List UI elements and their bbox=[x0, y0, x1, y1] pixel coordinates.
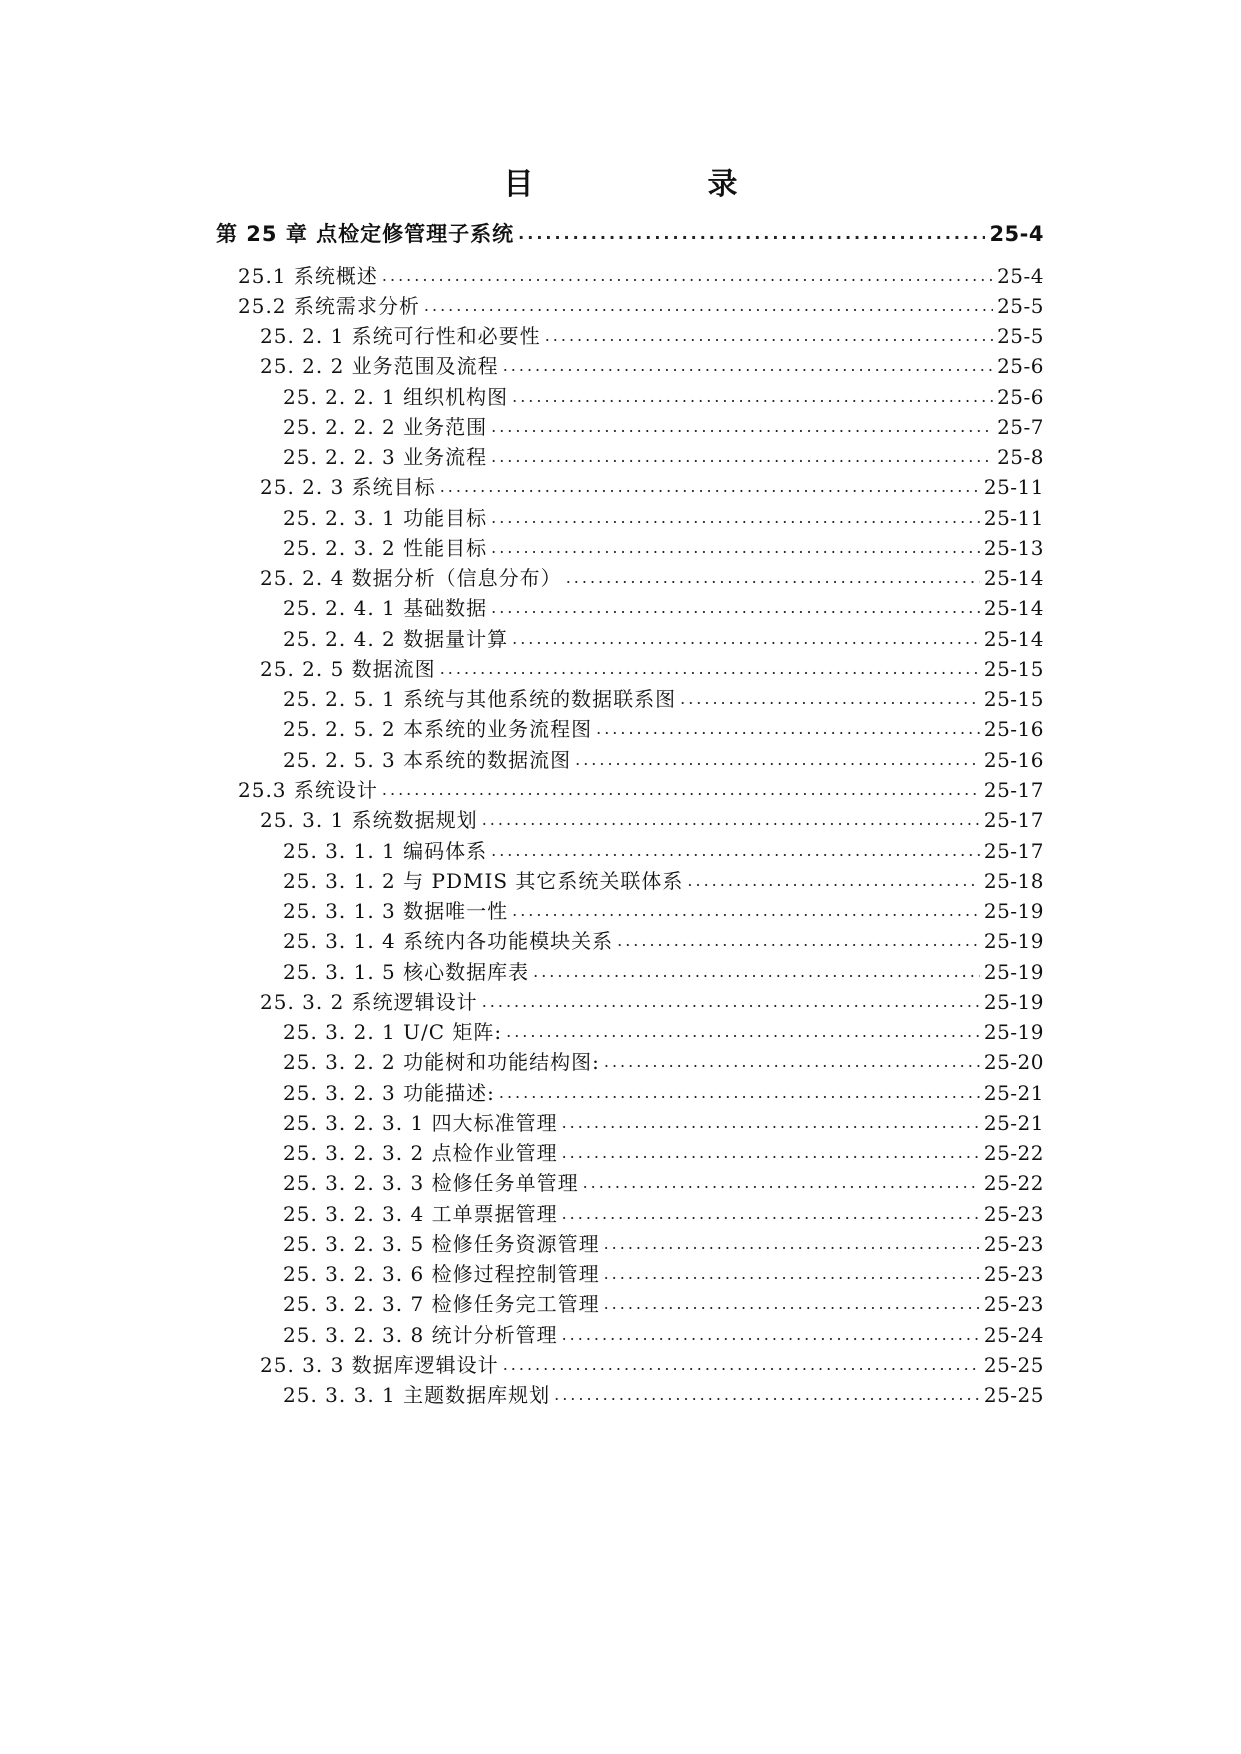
toc-entry-label: 第 25 章 点检定修管理子系统 bbox=[216, 222, 515, 246]
toc-entry-page: 25-25 bbox=[983, 1383, 1044, 1407]
toc-entry-label: 25. 2. 2. 1 组织机构图 bbox=[283, 385, 509, 409]
toc-entry-label: 25.1 系统概述 bbox=[238, 264, 378, 288]
toc-entry[interactable] bbox=[283, 927, 1044, 955]
toc-entry-label: 25. 3. 1. 2 与 PDMIS 其它系统关联体系 bbox=[283, 869, 684, 893]
toc-dot-leader bbox=[604, 1294, 980, 1314]
toc-entry[interactable] bbox=[283, 1321, 1044, 1349]
toc-dot-leader bbox=[424, 296, 993, 316]
toc-entry[interactable] bbox=[283, 867, 1044, 895]
toc-entry[interactable] bbox=[283, 1079, 1044, 1107]
toc-dot-leader bbox=[562, 1325, 980, 1345]
toc-entry-page: 25-5 bbox=[997, 294, 1044, 318]
toc-entry[interactable] bbox=[260, 806, 1044, 834]
toc-entry-page: 25-23 bbox=[983, 1232, 1044, 1256]
toc-entry-page: 25-14 bbox=[983, 596, 1044, 620]
toc-entry[interactable] bbox=[283, 625, 1044, 653]
toc-entry[interactable] bbox=[283, 958, 1044, 986]
toc-entry-label: 25.2 系统需求分析 bbox=[238, 294, 420, 318]
toc-dot-leader bbox=[680, 689, 980, 709]
toc-entry-page: 25-24 bbox=[983, 1323, 1044, 1347]
toc-dot-leader bbox=[503, 356, 993, 376]
toc-entry-page: 25-11 bbox=[983, 475, 1044, 499]
toc-entry-label: 25. 2. 1 系统可行性和必要性 bbox=[260, 324, 541, 348]
toc-entry[interactable] bbox=[283, 594, 1044, 622]
toc-entry-page: 25-15 bbox=[983, 657, 1044, 681]
toc-entry-page: 25-19 bbox=[983, 1020, 1044, 1044]
toc-dot-leader bbox=[604, 1264, 980, 1284]
toc-entry-label: 25. 3. 2. 3. 6 检修过程控制管理 bbox=[283, 1262, 600, 1286]
toc-entry-page: 25-19 bbox=[983, 960, 1044, 984]
toc-dot-leader bbox=[562, 1143, 980, 1163]
toc-entry-page: 25-4 bbox=[997, 264, 1044, 288]
toc-dot-leader bbox=[440, 659, 980, 679]
toc-entry[interactable] bbox=[283, 1200, 1044, 1228]
toc-dot-leader bbox=[440, 477, 980, 497]
toc-entry[interactable] bbox=[283, 504, 1044, 532]
toc-entry[interactable] bbox=[238, 776, 1044, 804]
toc-entry-page: 25-6 bbox=[997, 385, 1044, 409]
toc-entry-label: 25. 3. 1. 3 数据唯一性 bbox=[283, 899, 509, 923]
toc-entry-page: 25-19 bbox=[983, 899, 1044, 923]
toc-entry-page: 25-11 bbox=[983, 506, 1044, 530]
toc-entry-page: 25-7 bbox=[997, 415, 1044, 439]
toc-dot-leader bbox=[604, 1234, 980, 1254]
toc-entry-label: 25. 3. 1 系统数据规划 bbox=[260, 808, 478, 832]
toc-entry[interactable] bbox=[283, 383, 1044, 411]
toc-entry-label: 25. 2. 4. 2 数据量计算 bbox=[283, 627, 509, 651]
toc-entry[interactable] bbox=[283, 1048, 1044, 1076]
toc-entry[interactable] bbox=[283, 837, 1044, 865]
toc-entry[interactable] bbox=[283, 715, 1044, 743]
toc-dot-leader bbox=[491, 447, 993, 467]
toc-dot-leader bbox=[545, 326, 993, 346]
toc-entry-label: 25. 2. 5. 1 系统与其他系统的数据联系图 bbox=[283, 687, 677, 711]
toc-entry[interactable] bbox=[283, 1381, 1044, 1409]
toc-dot-leader bbox=[499, 1083, 980, 1103]
toc-dot-leader bbox=[482, 992, 980, 1012]
toc-entry-label: 25. 3. 2. 3 功能描述: bbox=[283, 1081, 495, 1105]
toc-dot-leader bbox=[617, 931, 980, 951]
toc-dot-leader bbox=[512, 387, 993, 407]
toc-dot-leader bbox=[518, 224, 985, 244]
toc-entry[interactable] bbox=[283, 1260, 1044, 1288]
toc-entry[interactable] bbox=[283, 1169, 1044, 1197]
toc-entry-page: 25-14 bbox=[983, 566, 1044, 590]
toc-entry[interactable] bbox=[238, 292, 1044, 320]
toc-dot-leader bbox=[554, 1385, 980, 1405]
toc-entry-page: 25-17 bbox=[983, 778, 1044, 802]
toc-entry[interactable] bbox=[260, 352, 1044, 380]
toc-dot-leader bbox=[604, 1052, 980, 1072]
toc-entry-page: 25-14 bbox=[983, 627, 1044, 651]
toc-dot-leader bbox=[503, 1355, 980, 1375]
toc-entry-label: 25.3 系统设计 bbox=[238, 778, 378, 802]
toc-dot-leader bbox=[512, 901, 980, 921]
toc-entry-page: 25-23 bbox=[983, 1262, 1044, 1286]
toc-entry-label: 25. 3. 1. 1 编码体系 bbox=[283, 839, 488, 863]
toc-entry-label: 25. 2. 3. 2 性能目标 bbox=[283, 536, 488, 560]
page-title: 目 录 bbox=[503, 167, 810, 202]
toc-entry-label: 25. 3. 2 系统逻辑设计 bbox=[260, 990, 478, 1014]
toc-entry-label: 25. 3. 2. 3. 2 点检作业管理 bbox=[283, 1141, 558, 1165]
toc-entry-label: 25. 2. 5. 3 本系统的数据流图 bbox=[283, 748, 572, 772]
toc-dot-leader bbox=[491, 538, 980, 558]
toc-entry-label: 25. 3. 2. 3. 8 统计分析管理 bbox=[283, 1323, 558, 1347]
toc-dot-leader bbox=[506, 1022, 980, 1042]
toc-entry-page: 25-22 bbox=[983, 1171, 1044, 1195]
toc-entry-label: 25. 3. 2. 3. 7 检修任务完工管理 bbox=[283, 1292, 600, 1316]
toc-entry-page: 25-23 bbox=[983, 1202, 1044, 1226]
toc-entry[interactable] bbox=[238, 262, 1044, 290]
toc-entry[interactable] bbox=[283, 413, 1044, 441]
toc-entry-label: 25. 2. 3 系统目标 bbox=[260, 475, 436, 499]
toc-entry[interactable] bbox=[283, 897, 1044, 925]
toc-entry-page: 25-19 bbox=[983, 990, 1044, 1014]
toc-entry[interactable] bbox=[260, 564, 1044, 592]
toc-entry-label: 25. 3. 2. 3. 5 检修任务资源管理 bbox=[283, 1232, 600, 1256]
toc-entry[interactable] bbox=[283, 685, 1044, 713]
toc-entry-label: 25. 3. 2. 3. 4 工单票据管理 bbox=[283, 1202, 558, 1226]
toc-dot-leader bbox=[575, 750, 980, 770]
toc-entry-label: 25. 2. 2. 2 业务范围 bbox=[283, 415, 488, 439]
toc-entry-page: 25-16 bbox=[983, 717, 1044, 741]
toc-entry-label: 25. 2. 3. 1 功能目标 bbox=[283, 506, 488, 530]
toc-entry-page: 25-5 bbox=[997, 324, 1044, 348]
toc-entry-label: 25. 2. 4 数据分析（信息分布） bbox=[260, 566, 562, 590]
toc-dot-leader bbox=[491, 598, 980, 618]
toc-entry-page: 25-6 bbox=[997, 354, 1044, 378]
toc-entry[interactable] bbox=[283, 1290, 1044, 1318]
toc-entry-label: 25. 3. 2. 2 功能树和功能结构图: bbox=[283, 1050, 600, 1074]
toc-entry-page: 25-22 bbox=[983, 1141, 1044, 1165]
toc-entry[interactable] bbox=[260, 988, 1044, 1016]
toc-entry[interactable] bbox=[260, 1351, 1044, 1379]
toc-entry-page: 25-21 bbox=[983, 1081, 1044, 1105]
toc-entry[interactable] bbox=[283, 443, 1044, 471]
toc-entry-page: 25-4 bbox=[989, 222, 1044, 246]
toc-entry[interactable] bbox=[283, 1230, 1044, 1258]
toc-entry-page: 25-18 bbox=[983, 869, 1044, 893]
toc-dot-leader bbox=[491, 508, 980, 528]
toc-entry[interactable] bbox=[283, 746, 1044, 774]
toc-entry-page: 25-8 bbox=[997, 445, 1044, 469]
toc-entry-page: 25-16 bbox=[983, 748, 1044, 772]
toc-entry-label: 25. 3. 3 数据库逻辑设计 bbox=[260, 1353, 499, 1377]
toc-entry[interactable] bbox=[260, 322, 1044, 350]
toc-entry-label: 25. 3. 2. 3. 1 四大标准管理 bbox=[283, 1111, 558, 1135]
toc-entry[interactable] bbox=[260, 473, 1044, 501]
toc-entry-page: 25-25 bbox=[983, 1353, 1044, 1377]
toc-entry-label: 25. 2. 2 业务范围及流程 bbox=[260, 354, 499, 378]
toc-dot-leader bbox=[533, 962, 980, 982]
toc-entry-label: 25. 3. 1. 4 系统内各功能模块关系 bbox=[283, 929, 614, 953]
toc-entry-page: 25-23 bbox=[983, 1292, 1044, 1316]
toc-dot-leader bbox=[562, 1113, 980, 1133]
toc-entry-page: 25-21 bbox=[983, 1111, 1044, 1135]
toc-dot-leader bbox=[583, 1173, 980, 1193]
toc-entry-page: 25-19 bbox=[983, 929, 1044, 953]
toc-entry[interactable] bbox=[283, 534, 1044, 562]
toc-entry-page: 25-17 bbox=[983, 808, 1044, 832]
toc-entry-page: 25-17 bbox=[983, 839, 1044, 863]
toc-entry-label: 25. 2. 5. 2 本系统的业务流程图 bbox=[283, 717, 593, 741]
toc-dot-leader bbox=[562, 1204, 980, 1224]
toc-dot-leader bbox=[512, 629, 980, 649]
toc-entry[interactable] bbox=[260, 655, 1044, 683]
toc-entry[interactable] bbox=[283, 1018, 1044, 1046]
toc-entry[interactable] bbox=[283, 1109, 1044, 1137]
toc-dot-leader bbox=[596, 719, 980, 739]
toc-entry-label: 25. 3. 1. 5 核心数据库表 bbox=[283, 960, 530, 984]
toc-entry[interactable] bbox=[283, 1139, 1044, 1167]
toc-dot-leader bbox=[491, 417, 993, 437]
toc-entry-label: 25. 2. 4. 1 基础数据 bbox=[283, 596, 488, 620]
toc-entry-label: 25. 3. 2. 1 U/C 矩阵: bbox=[283, 1020, 503, 1044]
toc-entry-chapter[interactable] bbox=[216, 220, 1044, 248]
toc-dot-leader bbox=[482, 810, 980, 830]
toc-dot-leader bbox=[687, 871, 979, 891]
toc-entry-page: 25-15 bbox=[983, 687, 1044, 711]
toc-dot-leader bbox=[382, 780, 980, 800]
toc-entry-label: 25. 3. 3. 1 主题数据库规划 bbox=[283, 1383, 551, 1407]
toc-entry-page: 25-13 bbox=[983, 536, 1044, 560]
toc-dot-leader bbox=[566, 568, 980, 588]
toc-dot-leader bbox=[382, 266, 993, 286]
toc-entry-label: 25. 3. 2. 3. 3 检修任务单管理 bbox=[283, 1171, 579, 1195]
toc-entry-page: 25-20 bbox=[983, 1050, 1044, 1074]
toc-entry-label: 25. 2. 5 数据流图 bbox=[260, 657, 436, 681]
toc-entry-label: 25. 2. 2. 3 业务流程 bbox=[283, 445, 488, 469]
toc-dot-leader bbox=[491, 841, 980, 861]
